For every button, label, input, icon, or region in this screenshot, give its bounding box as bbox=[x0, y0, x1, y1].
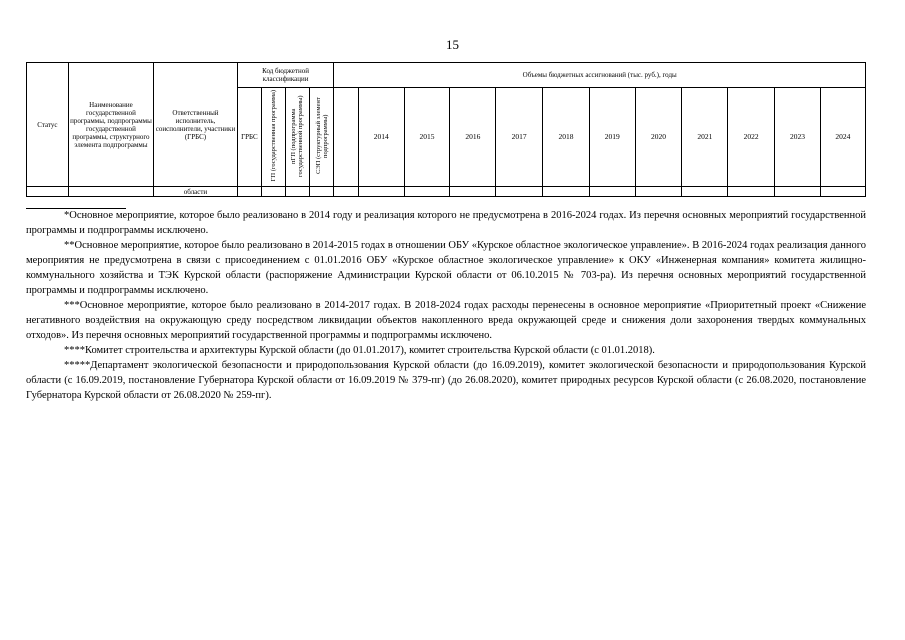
header-grbs: ГРБС bbox=[237, 88, 261, 187]
header-year: 2023 bbox=[775, 88, 821, 187]
table-cell bbox=[27, 187, 69, 197]
header-gp bbox=[262, 88, 285, 187]
footnote: ***Основное мероприятие, которое было реализовано в 2014-2017 годах. В 2018-2024 годах расходы перенесены в основное мероприятие «Приоритетный проект «Снижение негативного воздействия на окружающую среду посредством ликвидации объектов накопленного вреда окружающей среде и снижения доли захоронения твердых коммунальных отходов». Из перечня основных мероприятий государственной программы и подпрограммы исключено. bbox=[26, 300, 866, 341]
table-cell bbox=[775, 187, 821, 197]
header-empty-col bbox=[334, 88, 358, 187]
header-budget-volume: Объемы бюджетных ассигнований (тыс. руб.), годы bbox=[334, 63, 866, 88]
budget-table bbox=[26, 62, 866, 197]
header-year: 2014 bbox=[358, 88, 404, 187]
footnote: ****Комитет строительства и архитектуры Курской области (до 01.01.2017), комитет строительства Курской области (с 01.01.2018). bbox=[64, 345, 655, 356]
footnote: *****Департамент экологической безопасности и природопользования Курской области (до 16.09.2019), комитет экологической безопасности и природопользования Курской области (с 16.09.2019, постановление Губернатора Курской области от 16.09.2019 № 379-пг) (до 26.08.2020), комитет природных ресурсов Курской области (с 26.08.2020, постановление Губернатора Курской области от 26.08.2020 № 259-пг). bbox=[26, 360, 866, 401]
header-year: 2015 bbox=[404, 88, 450, 187]
header-budget-code: Код бюджетной классификации bbox=[237, 63, 334, 88]
table-cell bbox=[68, 187, 154, 197]
header-year: 2018 bbox=[543, 88, 590, 187]
table-cell bbox=[309, 187, 333, 197]
table-cell bbox=[285, 187, 309, 197]
table-cell bbox=[635, 187, 682, 197]
table-cell bbox=[589, 187, 635, 197]
table-cell bbox=[334, 187, 358, 197]
table-cell bbox=[728, 187, 775, 197]
header-pgp-label: пГП (подпрограмма государственной программы) bbox=[290, 95, 305, 177]
header-year: 2022 bbox=[728, 88, 775, 187]
table-cell bbox=[237, 187, 261, 197]
table-row bbox=[27, 187, 866, 197]
table-cell bbox=[358, 187, 404, 197]
header-year: 2020 bbox=[635, 88, 682, 187]
footnote: *Основное мероприятие, которое было реализовано в 2014 году и реализация которого не предусмотрена в 2016-2024 годах. Из перечня основных мероприятий государственной программы и подпрограммы исключено. bbox=[26, 210, 866, 236]
table-cell-executor: области bbox=[154, 187, 237, 197]
header-gp-label: ГП (государственная программа) bbox=[269, 90, 277, 182]
footnotes bbox=[26, 200, 866, 403]
page-number: 15 bbox=[446, 37, 459, 52]
table-cell bbox=[404, 187, 450, 197]
header-year: 2019 bbox=[589, 88, 635, 187]
header-year: 2016 bbox=[450, 88, 496, 187]
header-se-label: СЭП (структурный элемент подпрограммы) bbox=[314, 97, 329, 175]
table-cell bbox=[820, 187, 865, 197]
header-se bbox=[309, 88, 333, 187]
header-program-name: Наименование государственной программы, подпрограммы государственной программы, структурного элемента подпрограммы bbox=[68, 63, 154, 187]
footnote: **Основное мероприятие, которое было реализовано в 2014-2015 годах в отношении ОБУ «Курское областное экологическое управление». В 2016-2024 годах реализация данного мероприятия не предусмотрена в связи с присоединением с 01.01.2016 ОБУ «Курское областное экологическое управление» к ОКУ «Инженерная компания» комитета жилищно-коммунального хозяйства и ТЭК Курской области (распоряжение Администрации Курской области от 06.10.2015 № 703-ра). Из перечня основных мероприятий государственной программы и подпрограммы исключено. bbox=[26, 240, 866, 296]
table-cell bbox=[450, 187, 496, 197]
header-status: Статус bbox=[27, 63, 69, 187]
header-year: 2017 bbox=[496, 88, 543, 187]
header-pgp bbox=[285, 88, 309, 187]
table-cell bbox=[496, 187, 543, 197]
table-cell bbox=[682, 187, 728, 197]
header-executor: Ответственный исполнитель, соисполнители, участники (ГРБС) bbox=[154, 63, 237, 187]
header-year: 2021 bbox=[682, 88, 728, 187]
table-cell bbox=[543, 187, 590, 197]
table-cell bbox=[262, 187, 285, 197]
header-year: 2024 bbox=[820, 88, 865, 187]
